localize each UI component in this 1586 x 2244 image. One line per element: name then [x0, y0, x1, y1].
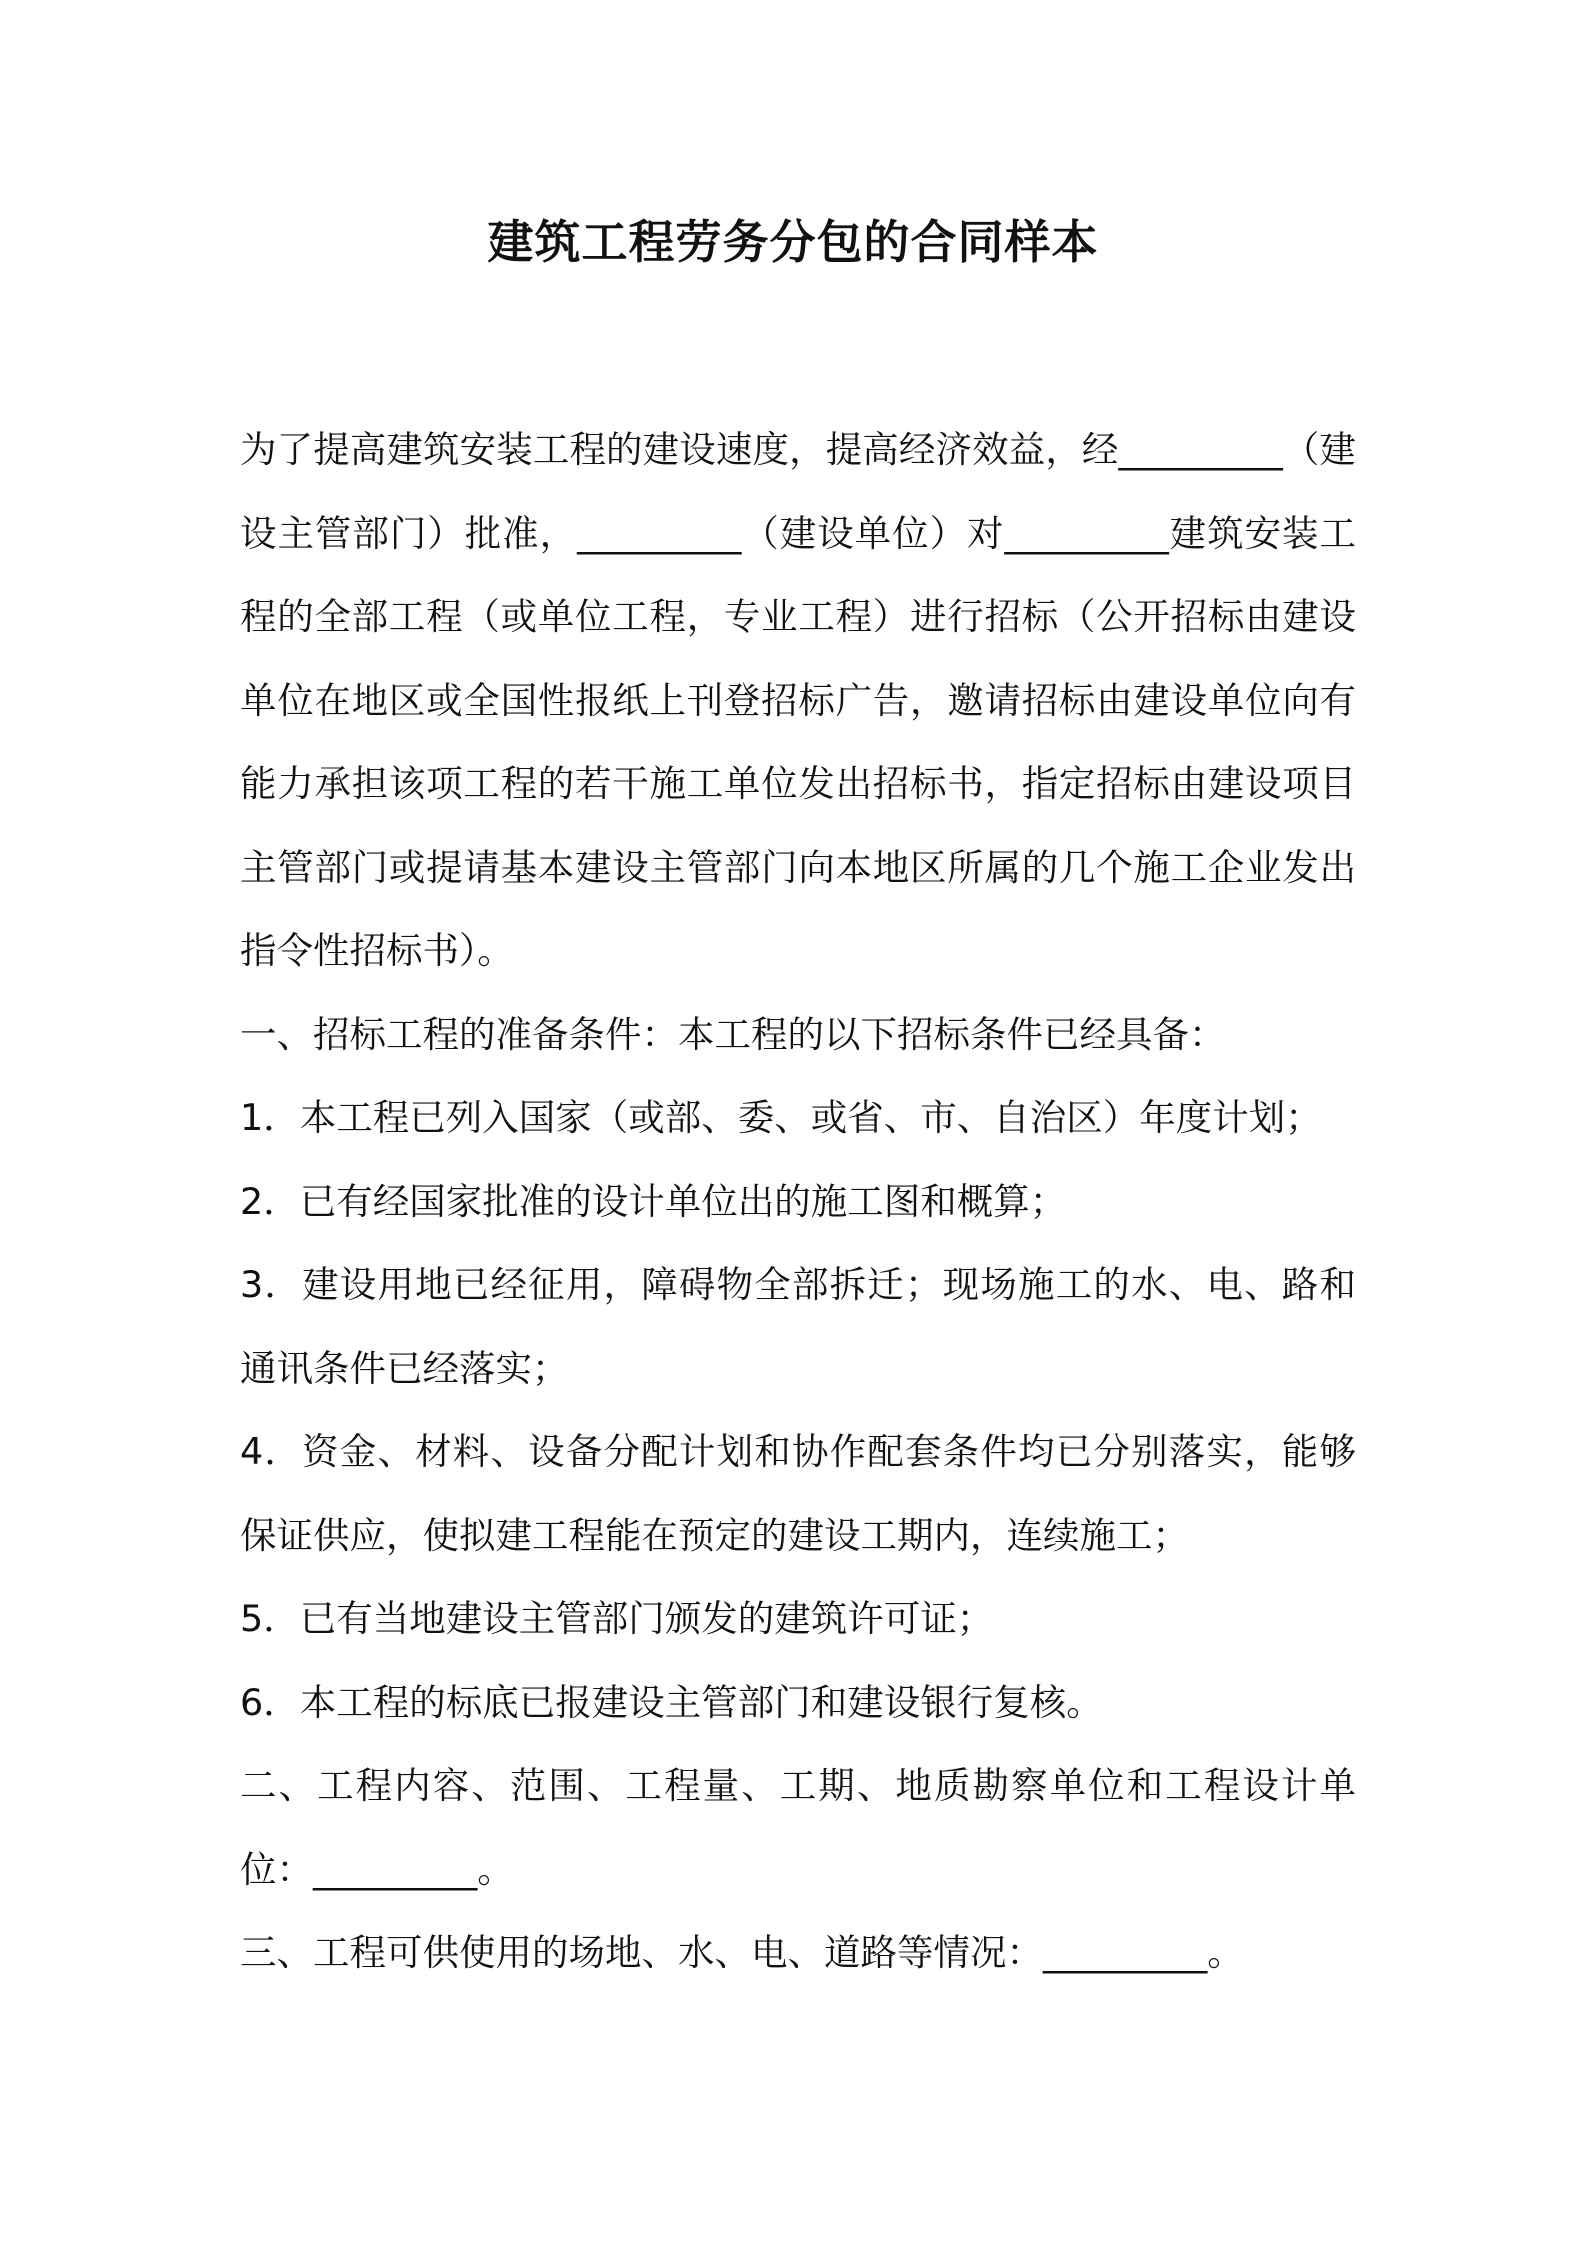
section-1-heading: 一、招标工程的准备条件：本工程的以下招标条件已经具备：	[240, 1012, 1226, 1056]
intro-paragraph: 为了提高建筑安装工程的建设速度，提高经济效益，经_________（建设主管部门）批准，_________（建设单位）对_________建筑安装工程的全部工程（或单位工程，专业工程）进行招标（公开招标由建设单位在地区或全国性报纸上刊登招标广告，邀请招标由建设单位向有能力承担该项工程的若干施工单位发出招标书，指定招标由建设项目主管部门或提请基本建设主管部门向本地区所属的几个施工企业发出指令性招标书）。	[240, 428, 1356, 972]
list-item-5: 5．已有当地建设主管部门颁发的建筑许可证；	[240, 1597, 994, 1640]
list-item-4: 4．资金、材料、设备分配计划和协作配套条件均已分别落实，能够保证供应，使拟建工程能在预定的建设工期内，连续施工；	[240, 1430, 1356, 1557]
section-3-paragraph: 三、工程可供使用的场地、水、电、道路等情况：_________。	[240, 1931, 1244, 1974]
list-item-3: 3．建设用地已经征用，障碍物全部拆迁；现场施工的水、电、路和通讯条件已经落实；	[240, 1263, 1356, 1390]
list-item-6: 6．本工程的标底已报建设主管部门和建设银行复核。	[240, 1680, 1103, 1724]
list-item-1: 1．本工程已列入国家（或部、委、或省、市、自治区）年度计划；	[240, 1096, 1322, 1139]
document-body	[240, 408, 1356, 1995]
list-item-2: 2．已有经国家批准的设计单位出的施工图和概算；	[240, 1179, 1067, 1223]
section-2-paragraph: 二、工程内容、范围、工程量、工期、地质勘察单位和工程设计单位：_________。	[240, 1764, 1356, 1891]
document-title: 建筑工程劳务分包的合同样本	[487, 215, 1099, 269]
